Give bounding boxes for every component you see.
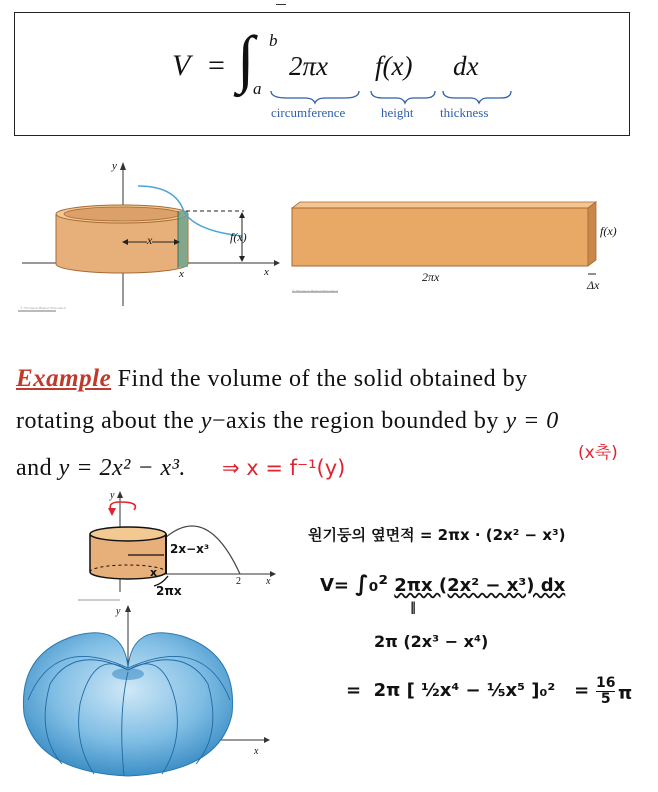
note-fraction	[596, 676, 615, 707]
note-line2-mark: ‖	[410, 600, 416, 614]
figure-unrolled	[282, 186, 632, 304]
fig1-y-label: y	[112, 160, 117, 172]
note-line4-eq: =	[346, 680, 362, 701]
formula-lower-limit: a	[253, 79, 262, 98]
note-frac-num: 16	[596, 675, 616, 691]
note-line-2	[320, 572, 565, 597]
unrolled-diagram	[282, 186, 632, 304]
formula-box	[14, 12, 630, 136]
label-circumference: circumference	[271, 105, 346, 120]
fig4-x-label: x	[254, 746, 259, 757]
term-circumference: 2πx	[289, 51, 329, 81]
note-line4-eq2: =	[574, 680, 590, 701]
figure-shell	[16, 156, 280, 316]
example-line2-eq: y = 0	[505, 408, 559, 434]
note-line-1: 원기둥의 옆면적 = 2πx · (2x² − x³)	[308, 526, 566, 544]
note-line2-body: 2πx (2x² − x³) dx	[394, 575, 566, 596]
fig4-y-label: y	[116, 606, 121, 617]
figure-region	[76, 488, 276, 604]
label-thickness: thickness	[440, 105, 489, 120]
example-line-3	[16, 455, 186, 482]
note-frac-den: 5	[600, 691, 611, 707]
formula-upper-limit: b	[269, 31, 278, 50]
solid-diagram	[14, 604, 274, 784]
fig3-x-note: x	[150, 566, 158, 579]
integral-sign: ∫	[237, 23, 255, 94]
example-label: Example	[16, 365, 112, 392]
example-line3-eq: y = 2x² − x³.	[58, 455, 186, 481]
note-line2-lhs: V=	[320, 575, 350, 596]
note-line-4	[346, 680, 589, 701]
example-line-2	[16, 408, 559, 435]
fig1-credit: © Thomson Higher Education	[20, 306, 66, 310]
red-note-xaxis: (x축)	[578, 443, 618, 463]
fig3-y-label: y	[110, 490, 115, 501]
note-line2-integral: ∫₀²	[355, 572, 388, 597]
red-arrow-note: ⇒ x = f⁻¹(y)	[222, 456, 346, 480]
figure-solid	[14, 604, 274, 784]
fig3-x-label: x	[266, 576, 271, 587]
example-line2-var: y	[200, 408, 212, 434]
fig2-credit: © Thomson Higher Education	[292, 289, 338, 293]
note-pi: π	[618, 683, 633, 704]
fig1-fx-label: f(x)	[230, 230, 247, 244]
term-thickness: dx	[453, 51, 479, 81]
example-line2-b: −axis the region bounded by	[211, 408, 506, 434]
example-line2-a: rotating about the	[16, 408, 201, 434]
fig3-tick-2: 2	[236, 576, 241, 587]
fig3-height-note: 2x−x³	[170, 542, 210, 556]
label-height: height	[381, 105, 414, 120]
term-height: f(x)	[375, 51, 413, 81]
fig1-x-bottom-label: x	[179, 268, 184, 280]
note-line-3: 2π (2x³ − x⁴)	[374, 632, 489, 651]
note-line4-expr: 2π [ ½x⁴ − ⅕x⁵ ]₀²	[373, 680, 556, 701]
top-edge-mark	[276, 0, 286, 5]
example-line-1	[16, 364, 528, 393]
fig2-width-label: 2πx	[422, 270, 440, 284]
fig1-x-label: x	[264, 266, 269, 278]
fig2-delta-label: Δx	[587, 278, 600, 292]
fig2-fx-label: f(x)	[600, 224, 617, 238]
formula-equals: =	[208, 49, 225, 82]
example-line3-a: and	[16, 455, 59, 481]
fig3-circ-note: 2πx	[156, 584, 182, 598]
formula-lhs: V	[172, 49, 191, 82]
fig1-radius-label: x	[147, 233, 153, 247]
example-line1-text: Find the volume of the solid obtained by	[111, 366, 528, 392]
underbraces	[265, 89, 515, 105]
